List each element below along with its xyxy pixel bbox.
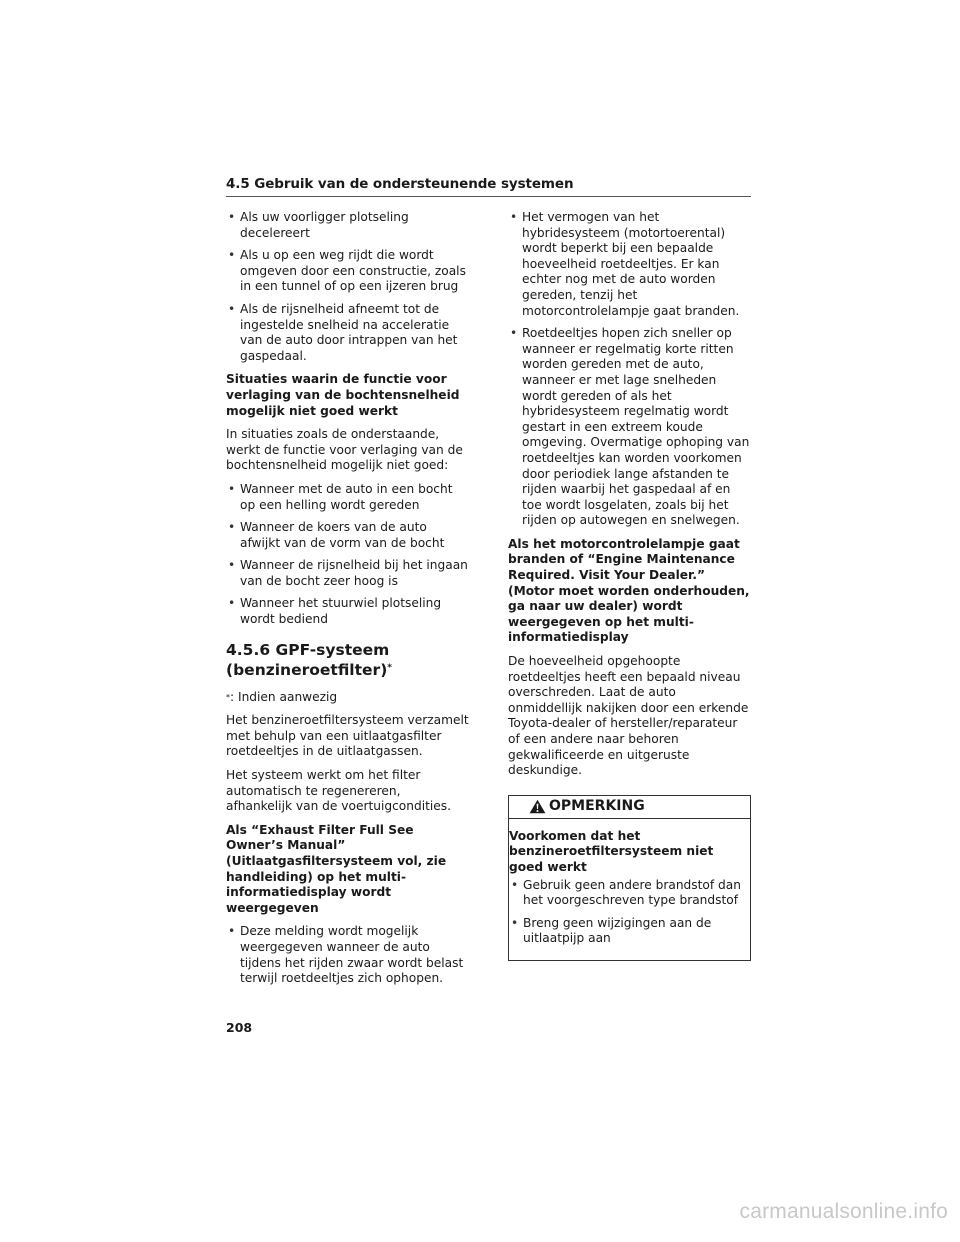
list-item: • Als de rijsnelheid afneemt tot de ingestelde snelheid na acceleratie van de auto door intrappen van het gaspedaal. (226, 302, 470, 364)
list-item: • Wanneer de rijsnelheid bij het ingaan van de bocht zeer hoog is (226, 558, 470, 589)
subheading: Situaties waarin de functie voor verlaging van de bochtensnelheid mogelijk niet goed werkt (226, 372, 460, 418)
list-item: • Breng geen wijzigingen aan de uitlaatpijp aan (509, 916, 750, 947)
notice-subheading: Voorkomen dat het benzineroetfiltersysteem niet goed werkt (509, 828, 714, 874)
watermark: carmanualsonline.info (739, 1200, 948, 1223)
list-item: • Wanneer het stuurwiel plotseling wordt bediend (226, 596, 470, 627)
page-header (226, 176, 751, 197)
list-item: • Als uw voorligger plotseling decelereert (226, 210, 470, 241)
notice-body (509, 819, 750, 947)
section-title-asterisk: * (387, 662, 392, 673)
paragraph: Het benzineroetfiltersysteem verzamelt met behulp van een uitlaatgasfilter roetdeeltjes in de uitlaatgassen. (226, 713, 469, 759)
warning-icon (529, 799, 546, 814)
notice-title: OPMERKING (549, 797, 645, 814)
left-bullet-list-3 (226, 924, 470, 986)
section-title-text: 4.5.6 GPF-systeem (benzineroetfilter) (226, 640, 390, 679)
paragraph: Het systeem werkt om het filter automatisch te regenereren, afhankelijk van de voertuigcondities. (226, 768, 451, 814)
notice-bullet-list (509, 878, 750, 947)
list-item: • Wanneer met de auto in een bocht op een helling wordt gereden (226, 482, 470, 513)
footnote-text: : Indien aanwezig (230, 689, 338, 704)
list-item: • Gebruik geen andere brandstof dan het voorgeschreven type brandstof (509, 878, 750, 909)
list-item: • Roetdeeltjes hopen zich sneller op wanneer er regelmatig korte ritten worden gereden met de auto, wanneer er met lage snelheden wordt gereden of als het hybridesysteem regelmatig wordt gestart in een extreem koude omgeving. Overmatige ophoping van roetdeeltjes kan worden voorkomen door periodiek lange afstanden te rijden waarbij het gaspedaal af en toe wordt losgelaten, zoals bij het rijden op autowegen en snelwegen. (508, 326, 751, 529)
list-item: • Wanneer de koers van de auto afwijkt van de vorm van de bocht (226, 520, 470, 551)
section-title (226, 640, 470, 680)
footnote (226, 690, 470, 706)
page-number: 208 (226, 1020, 253, 1035)
subheading: Als “Exhaust Filter Full See Owner’s Manual” (Uitlaatgasfiltersysteem vol, zie handleiding) op het multi-informatiedisplay wordt weergegeven (226, 822, 447, 915)
right-column (508, 210, 751, 961)
paragraph: In situaties zoals de onderstaande, werkt de functie voor verlaging van de bochtensnelheid mogelijk niet goed: (226, 427, 463, 473)
footnote-asterisk: * (226, 692, 230, 702)
header-title: 4.5 Gebruik van de ondersteunende systemen (226, 176, 574, 192)
list-item: • Als u op een weg rijdt die wordt omgeven door een constructie, zoals in een tunnel of op een ijzeren brug (226, 248, 470, 295)
notice-box (508, 795, 751, 961)
left-bullet-list-1 (226, 210, 470, 364)
notice-header (509, 796, 750, 819)
left-bullet-list-2 (226, 482, 470, 628)
list-item: • Het vermogen van het hybridesysteem (motortoerental) wordt beperkt bij een bepaalde hoeveelheid roetdeeltjes. Er kan echter nog met de auto worden gereden, tenzij het motorcontrolelampje gaat branden. (508, 210, 751, 319)
subheading: Als het motorcontrolelampje gaat branden of “Engine Maintenance Required. Visit Your Dealer.” (Motor moet worden onderhouden, ga naar uw dealer) wordt weergegeven op het multi-informatiedisplay (508, 536, 750, 645)
paragraph: De hoeveelheid opgehoopte roetdeeltjes heeft een bepaald niveau overschreden. Laat de auto onmiddellijk nakijken door een erkende Toyota-dealer of hersteller/reparateur of een andere naar behoren gekwalificeerde en uitgeruste deskundige. (508, 654, 749, 778)
list-item: • Deze melding wordt mogelijk weergegeven wanneer de auto tijdens het rijden zwaar wordt belast terwijl roetdeeltjes zich ophopen. (226, 924, 470, 986)
left-column (226, 210, 470, 995)
right-bullet-list-1 (508, 210, 751, 529)
